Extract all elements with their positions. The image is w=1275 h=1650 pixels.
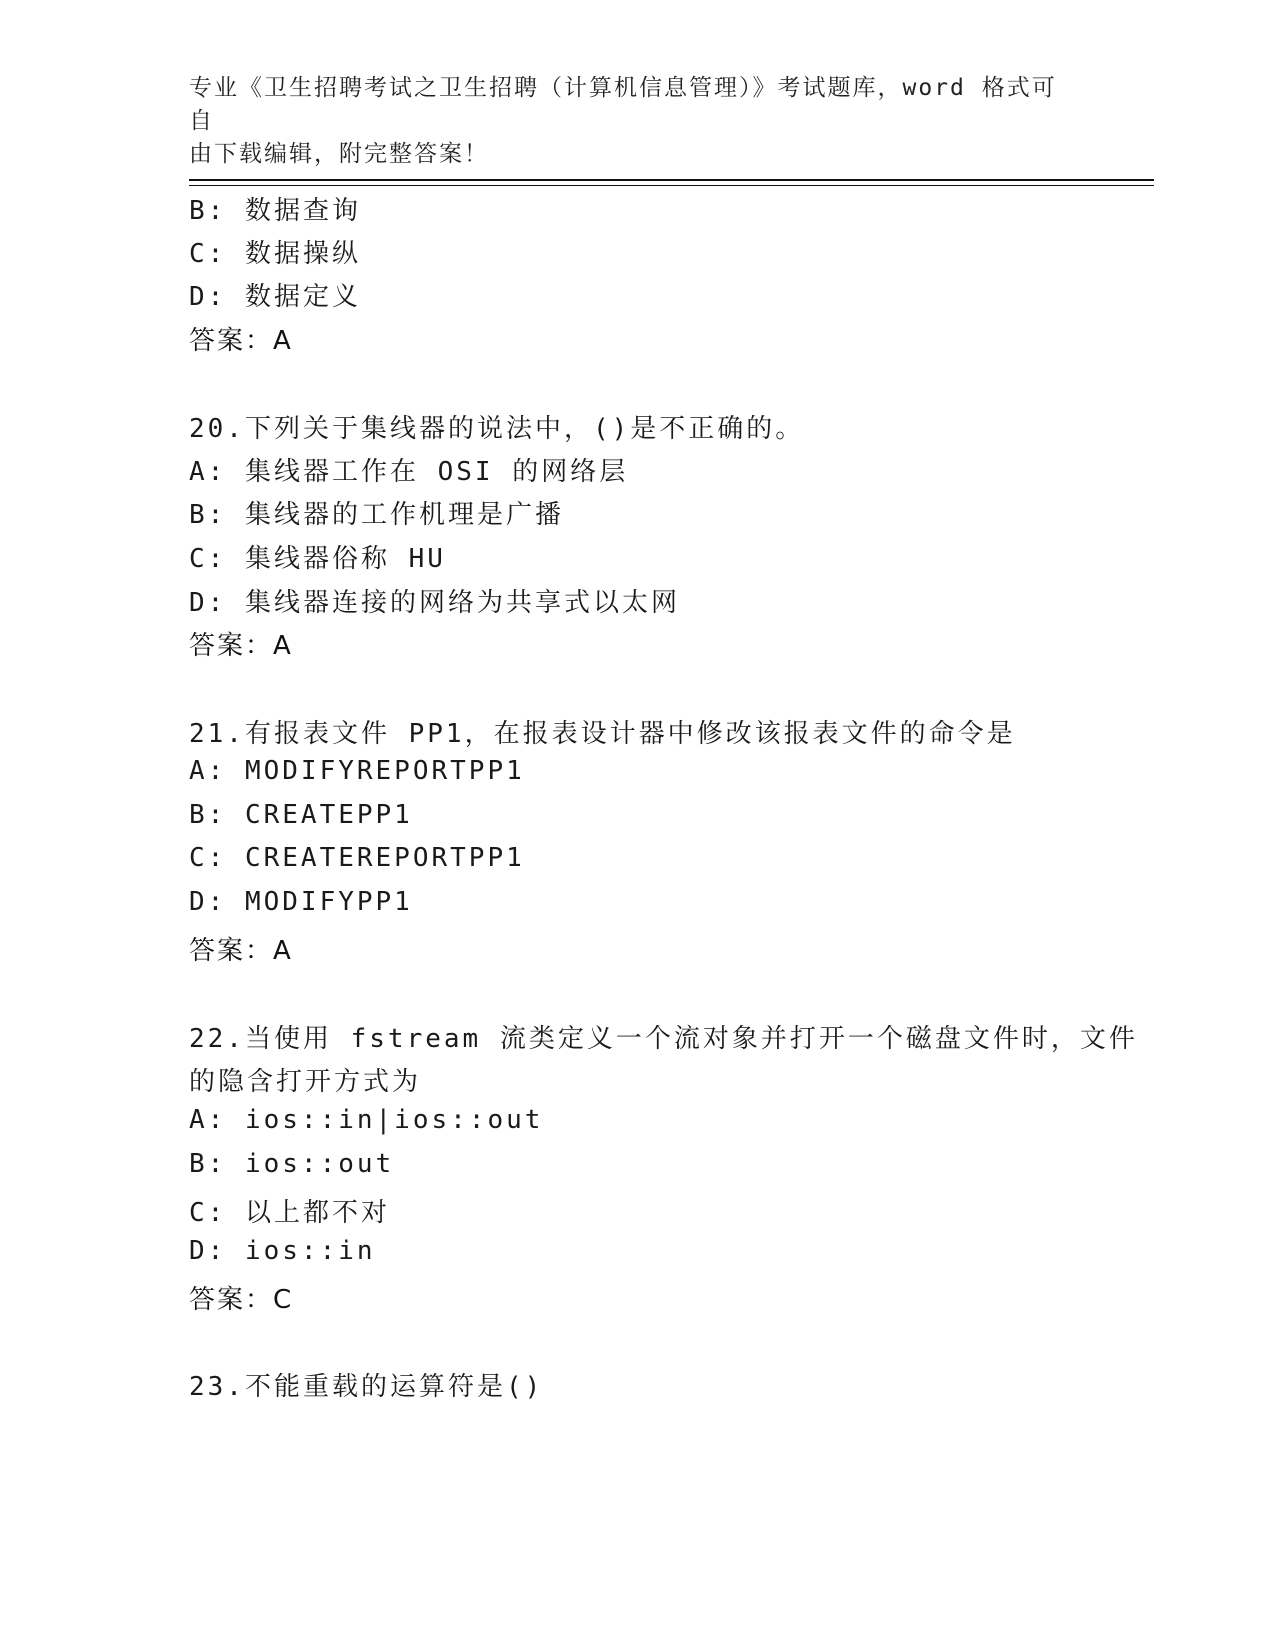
q21-option-b: B: CREATEPP1 [189, 800, 413, 830]
q22-option-a: A: ios::in|ios::out [189, 1105, 544, 1135]
q21-question: 21.有报表文件 PP1，在报表设计器中修改该报表文件的命令是 [189, 719, 1016, 749]
q19-answer: 答案：A [189, 326, 293, 356]
q22-option-c: C: 以上都不对 [189, 1198, 390, 1228]
q21-answer: 答案：A [189, 936, 293, 966]
header-line-2: 由下载编辑，附完整答案！ [189, 141, 489, 167]
header-divider-thin [189, 185, 1154, 186]
header-line-1: 专业《卫生招聘考试之卫生招聘（计算机信息管理）》考试题库，word 格式可自 [189, 75, 1057, 134]
q23-question: 23.不能重载的运算符是() [189, 1372, 544, 1402]
q19-option-d: D: 数据定义 [189, 282, 361, 312]
q20-option-d: D: 集线器连接的网络为共享式以太网 [189, 588, 680, 618]
q21-option-c: C: CREATEREPORTPP1 [189, 843, 525, 873]
q20-option-b: B: 集线器的工作机理是广播 [189, 500, 564, 530]
q21-option-a: A: MODIFYREPORTPP1 [189, 756, 525, 786]
q19-option-c: C: 数据操纵 [189, 239, 361, 269]
q20-answer: 答案：A [189, 631, 293, 661]
q20-option-c: C: 集线器俗称 HU [189, 544, 446, 574]
q21-option-d: D: MODIFYPP1 [189, 887, 413, 917]
q22-answer: 答案：C [189, 1285, 294, 1315]
header-divider-thick [189, 179, 1154, 181]
q22-question-line-2: 的隐含打开方式为 [189, 1067, 422, 1097]
q20-question: 20.下列关于集线器的说法中，()是不正确的。 [189, 414, 805, 444]
q22-option-d: D: ios::in [189, 1236, 376, 1266]
document-header [189, 72, 1069, 171]
q19-option-b: B: 数据查询 [189, 196, 361, 226]
q20-option-a: A: 集线器工作在 OSI 的网络层 [189, 457, 629, 487]
q22-question-line-1: 22.当使用 fstream 流类定义一个流对象并打开一个磁盘文件时，文件 [189, 1024, 1138, 1054]
q22-option-b: B: ios::out [189, 1149, 395, 1179]
